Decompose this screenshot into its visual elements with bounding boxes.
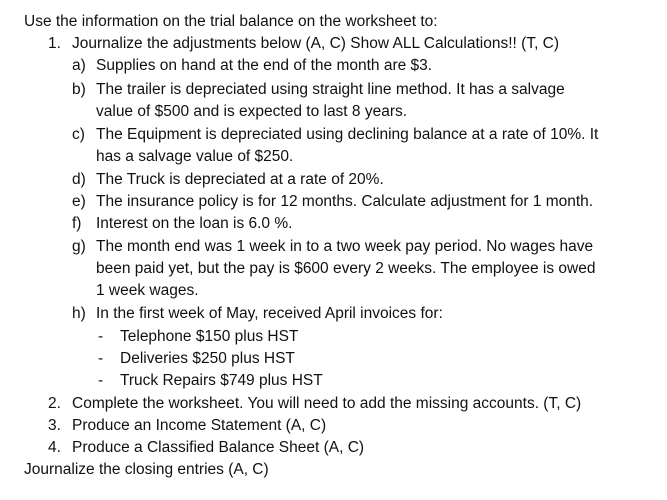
adjustment-c-line-2: has a salvage value of $250. <box>96 148 294 165</box>
adjustment-g-line-1: The month end was 1 week in to a two week pay period. No wages have <box>96 238 594 255</box>
adjustment-a-line-1: Supplies on hand at the end of the month are $3. <box>96 57 433 74</box>
invoice-deliveries: Deliveries $250 plus HST <box>120 350 295 367</box>
invoice-dash-2: - <box>98 350 104 367</box>
adjustment-letter-b: b) <box>72 81 86 98</box>
item-text-1: Journalize the adjustments below (A, C) Show ALL Calculations!! (T, C) <box>72 35 560 52</box>
adjustment-h-line-1: In the first week of May, received April invoices for: <box>96 305 443 322</box>
item-text-4: Produce a Classified Balance Sheet (A, C) <box>72 439 365 456</box>
adjustment-letter-f: f) <box>72 215 82 232</box>
adjustment-c-line-1: The Equipment is depreciated using declining balance at a rate of 10%. It <box>96 126 599 143</box>
intro-text: Use the information on the trial balance on the worksheet to: <box>24 13 438 30</box>
invoice-dash-1: - <box>98 328 104 345</box>
item-number-1: 1. <box>48 35 61 52</box>
item-text-2: Complete the worksheet. You will need to add the missing accounts. (T, C) <box>72 395 582 412</box>
adjustment-g-line-3: 1 week wages. <box>96 282 199 299</box>
adjustment-f-line-1: Interest on the loan is 6.0 %. <box>96 215 293 232</box>
adjustment-b-line-2: value of $500 and is expected to last 8 years. <box>96 103 408 120</box>
adjustment-letter-h: h) <box>72 305 86 322</box>
item-number-3: 3. <box>48 417 61 434</box>
adjustment-g-line-2: been paid yet, but the pay is $600 every 2 weeks. The employee is owed <box>96 260 596 277</box>
adjustment-letter-e: e) <box>72 193 86 210</box>
item-text-3: Produce an Income Statement (A, C) <box>72 417 327 434</box>
invoice-telephone: Telephone $150 plus HST <box>120 328 299 345</box>
adjustment-d-line-1: The Truck is depreciated at a rate of 20%. <box>96 171 384 188</box>
item-number-2: 2. <box>48 395 61 412</box>
adjustment-letter-a: a) <box>72 57 86 74</box>
closing-text: Journalize the closing entries (A, C) <box>24 461 269 478</box>
invoice-dash-3: - <box>98 372 104 389</box>
item-number-4: 4. <box>48 439 61 456</box>
invoice-truck-repairs: Truck Repairs $749 plus HST <box>120 372 323 389</box>
adjustment-letter-c: c) <box>72 126 85 143</box>
adjustment-letter-g: g) <box>72 238 86 255</box>
adjustment-letter-d: d) <box>72 171 86 188</box>
adjustment-b-line-1: The trailer is depreciated using straight line method. It has a salvage <box>96 81 565 98</box>
adjustment-e-line-1: The insurance policy is for 12 months. Calculate adjustment for 1 month. <box>96 193 594 210</box>
